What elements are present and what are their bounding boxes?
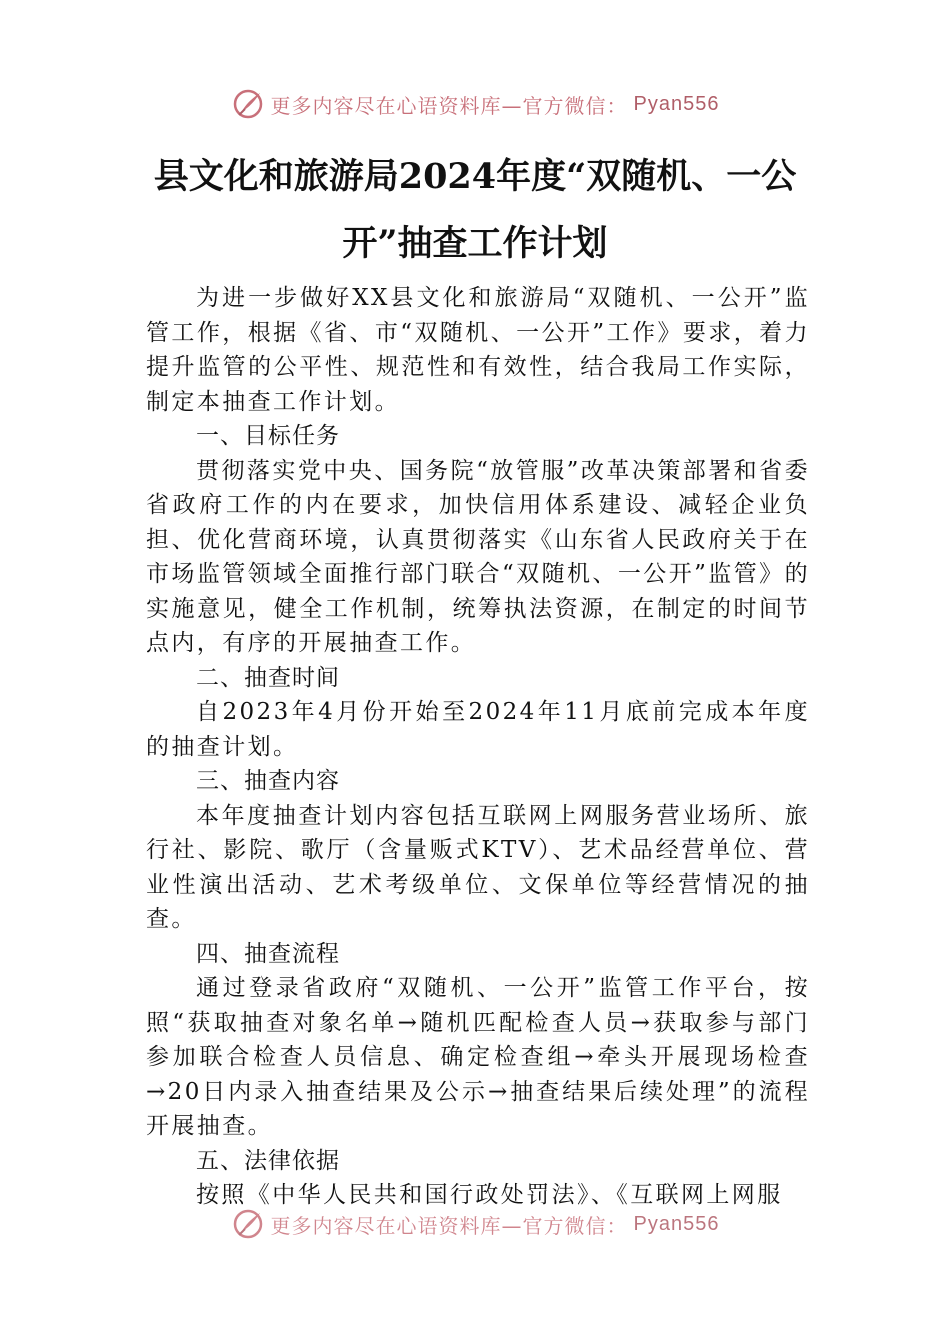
document-body [146, 281, 810, 1213]
document-title-line-1: 县文化和旅游局2024年度“双随机、一公 [153, 156, 797, 197]
section-heading: 二、抽查时间 [196, 664, 340, 691]
section-paragraph: 自2023年4月份开始至2024年11月底前完成本年度的抽查计划。 [146, 699, 810, 760]
watermark-text: 更多内容尽在心语资料库—官方微信： [270, 93, 628, 118]
section-heading: 三、抽查内容 [196, 768, 340, 794]
section-paragraph: 按照《中华人民共和国行政处罚法》、《互联网上网服 [196, 1182, 783, 1208]
quill-logo-icon [231, 87, 265, 121]
quill-logo-icon [231, 1207, 265, 1241]
watermark-wechat-id: Pyan556 [633, 1212, 720, 1235]
watermark-wechat-id: Pyan556 [633, 92, 720, 115]
section-paragraph: 贯彻落实党中央、国务院“放管服”改革决策部署和省委省政府工作的内在要求，加快信用体系建设、减轻企业负担、优化营商环境，认真贯彻落实《山东省人民政府关于在市场监管领域全面推行部门联合“双随机、一公开”监管》的实施意见，健全工作机制，统筹执法资源，在制定的时间节点内，有序的开展抽查工作。 [146, 457, 810, 656]
intro-paragraph: 为进一步做好XX县文化和旅游局“双随机、一公开”监管工作，根据《省、市“双随机、一公开”工作》要求，着力提升监管的公平性、规范性和有效性，结合我局工作实际，制定本抽查工作计划。 [146, 285, 810, 415]
section-heading: 四、抽查流程 [196, 940, 340, 967]
section-heading: 一、目标任务 [196, 423, 340, 449]
section-paragraph: 通过登录省政府“双随机、一公开”监管工作平台，按照“获取抽查对象名单→随机匹配检查人员→获取参与部门参加联合检查人员信息、确定检查组→牵头开展现场检查→20日内录入抽查结果及公示→抽查结果后续处理”的流程开展抽查。 [146, 975, 810, 1139]
section-heading: 五、法律依据 [196, 1147, 340, 1174]
section-paragraph: 本年度抽查计划内容包括互联网上网服务营业场所、旅行社、影院、歌厅（含量贩式KTV）、艺术品经营单位、营业性演出活动、艺术考级单位、文保单位等经营情况的抽查。 [146, 802, 810, 932]
document-title-line-2: 开”抽查工作计划 [342, 223, 608, 264]
watermark-text: 更多内容尽在心语资料库—官方微信： [270, 1213, 628, 1238]
watermark-header [0, 84, 950, 124]
watermark-footer [0, 1207, 950, 1241]
